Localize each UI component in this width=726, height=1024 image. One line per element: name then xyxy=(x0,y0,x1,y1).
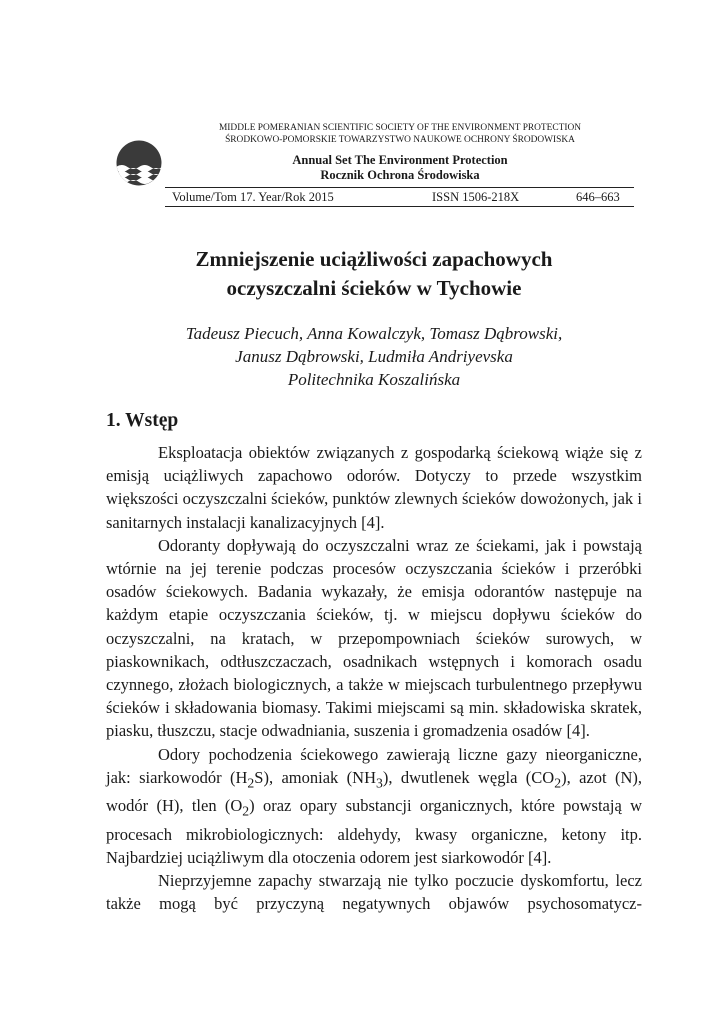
header-rule-bottom xyxy=(165,206,634,207)
paragraph-4: Nieprzyjemne zapachy stwarzają nie tylko poczucie dyskomfortu, lecz także mogą być przyczyną negatywnych objawów psychosomatycz- xyxy=(106,871,642,914)
volume-year: Volume/Tom 17. Year/Rok 2015 xyxy=(172,190,334,204)
paragraph-3: Odory pochodzenia ściekowego zawierają liczne gazy nieorganiczne, jak: siarkowodór $(H_2S)$, amoniak $(NH_3)$, dwutlenek węgla $(CO_2)$, azot (N), wodór (H), tlen $(O_2)$ oraz opary substancji organicznych, które powstają w procesach mikrobiologicznych: aldehydy, kwasy organiczne, ketony itp. Najbardziej uciążliwym dla otoczenia odorem jest siarkowodór [4]. xyxy=(106,744,642,868)
section-heading: 1. Wstęp xyxy=(106,410,179,431)
page-range: 646–663 xyxy=(576,190,620,204)
authors-line-1: Tadeusz Piecuch, Anna Kowalczyk, Tomasz Dąbrowski, xyxy=(185,324,563,343)
paper-title-line-2: oczyszczalni ścieków w Tychowie xyxy=(226,276,522,300)
affiliation: Politechnika Koszalińska xyxy=(287,370,461,389)
paragraph-2: Odoranty dopływają do oczyszczalni wraz ze ściekami, jak i powstają wtórnie na jej terenie podczas procesów oczyszczania ścieków i przeróbki osadów ściekowych. Badania wykazały, że emisja odorantów następuje na każdym etapie oczyszczania ścieków, tj. w miejscu dopływu ścieków do oczyszczalni, na kratach, w przepompowniach ścieków surowych, w piaskownikach, odtłuszczaczach, osadnikach wstępnych i komorach osadu czynnego, złożach biologicznych, a także w miejscach turbulentnego przepływu ścieków i składowania biomasy. Takimi miejscami są min. składowiska skratek, piasku, tłuszczu, stacje odwadniania, suszenia i gromadzenia osadów [4]. xyxy=(106,535,642,741)
society-name-en: MIDDLE POMERANIAN SCIENTIFIC SOCIETY OF THE ENVIRONMENT PROTECTION xyxy=(218,123,582,133)
paper-title-line-1: Zmniejszenie uciążliwości zapachowych xyxy=(195,247,553,271)
issn: ISSN 1506-218X xyxy=(432,190,520,204)
journal-title-pl: Rocznik Ochrona Środowiska xyxy=(320,168,480,182)
society-name-pl: ŚRODKOWO-POMORSKIE TOWARZYSTWO NAUKOWE OCHRONY ŚRODOWISKA xyxy=(225,135,575,145)
paragraph-1: Eksploatacja obiektów związanych z gospodarką ściekową wiąże się z emisją uciążliwych zapachowo odorów. Dotyczy to przede wszystkim większości oczyszczalni ścieków, punktów zlewnych ścieków dowożonych, jak i sanitarnych instalacji kanalizacyjnych [4]. xyxy=(106,443,642,532)
journal-title-en: Annual Set The Environment Protection xyxy=(292,153,508,167)
authors-line-2: Janusz Dąbrowski, Ludmiła Andriyevska xyxy=(235,347,513,366)
header-rule-top xyxy=(165,187,634,188)
body-text xyxy=(106,441,642,916)
society-logo-icon xyxy=(116,140,162,186)
